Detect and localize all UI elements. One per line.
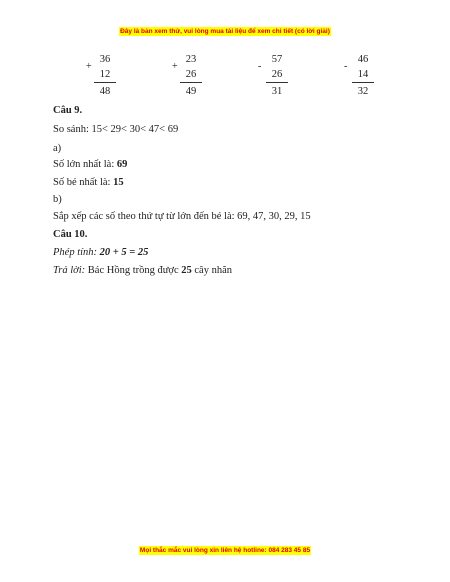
part-b-label: b) — [53, 194, 62, 205]
calculation-value: 20 + 5 = 25 — [99, 247, 149, 258]
operand-top: 57 — [271, 54, 283, 65]
question-9-heading: Câu 9. — [53, 105, 83, 116]
result-line — [94, 82, 116, 83]
operand-top: 36 — [99, 54, 111, 65]
calculation-label: Phép tính: — [53, 247, 100, 258]
calculation-line — [53, 246, 148, 259]
operator-sign: - — [344, 61, 348, 72]
question-10-heading: Câu 10. — [53, 229, 88, 240]
comparison-line: So sánh: 15< 29< 30< 47< 69 — [53, 124, 179, 135]
answer-label: Trả lời: — [53, 265, 88, 276]
operand-bottom: 26 — [271, 69, 283, 80]
smallest-number-line — [53, 176, 124, 189]
answer-text-before: Bác Hồng trồng được — [87, 265, 182, 276]
answer-value: 25 — [181, 265, 192, 276]
part-a-label: a) — [53, 143, 62, 154]
answer-text-after: cây nhãn — [191, 265, 232, 276]
operand-bottom: 14 — [357, 69, 369, 80]
result-line — [352, 82, 374, 83]
result-line — [180, 82, 202, 83]
preview-notice-banner: Đây là bản xem thử, vui lòng mua tài liệu để xem chi tiết (có lời giải) — [120, 28, 330, 35]
operand-top: 23 — [185, 54, 197, 65]
operator-sign: - — [258, 61, 262, 72]
smallest-label: Số bé nhất là: — [53, 177, 114, 188]
result-value: 31 — [271, 86, 283, 97]
hotline-notice-banner: Mọi thắc mắc vui lòng xin liên hệ hotline: 084 283 45 85 — [139, 547, 311, 554]
operand-bottom: 26 — [185, 69, 197, 80]
operand-bottom: 12 — [99, 69, 111, 80]
result-value: 32 — [357, 86, 369, 97]
smallest-value: 15 — [113, 177, 124, 188]
operand-top: 46 — [357, 54, 369, 65]
operator-sign: + — [86, 61, 92, 72]
largest-value: 69 — [116, 159, 128, 170]
result-line — [266, 82, 288, 83]
ordering-line: Sắp xếp các số theo thứ tự từ lớn đến bé là: 69, 47, 30, 29, 15 — [53, 211, 311, 222]
operator-sign: + — [172, 61, 178, 72]
answer-line — [53, 264, 232, 277]
largest-number-line — [53, 158, 127, 171]
largest-label: Số lớn nhất là: — [53, 159, 117, 170]
result-value: 49 — [185, 86, 197, 97]
result-value: 48 — [99, 86, 111, 97]
